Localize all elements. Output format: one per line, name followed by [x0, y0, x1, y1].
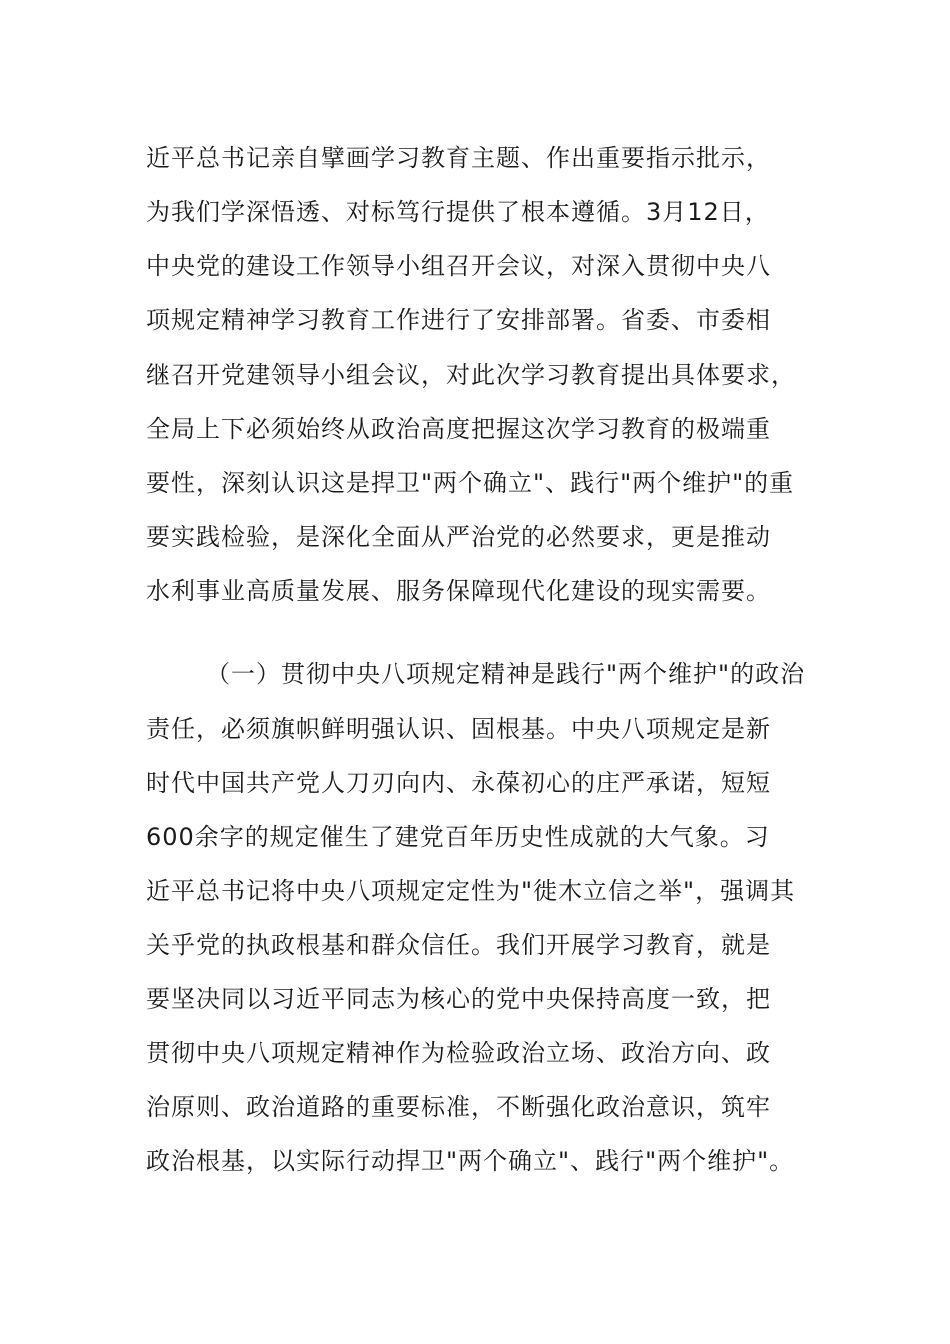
text-line-11: 责任，必须旗帜鲜明强认识、固根基。中央八项规定是新	[146, 715, 771, 743]
text-line-6: 全局上下必须始终从政治高度把握这次学习教育的极端重	[146, 415, 771, 443]
text-line-18: 治原则、政治道路的重要标准，不断强化政治意识，筑牢	[146, 1093, 771, 1121]
text-line-2: 为我们学深悟透、对标笃行提供了根本遵循。3月12日，	[146, 198, 770, 226]
text-line-15: 关乎党的执政根基和群众信任。我们开展学习教育，就是	[146, 931, 771, 959]
text-line-13: 600余字的规定催生了建党百年历史性成就的大气象。习	[146, 823, 770, 851]
text-line-14: 近平总书记将中央八项规定定性为"徙木立信之举"，强调其	[146, 877, 796, 905]
text-line-5: 继召开党建领导小组会议，对此次学习教育提出具体要求，	[146, 361, 796, 389]
text-line-1: 近平总书记亲自擘画学习教育主题、作出重要指示批示，	[146, 144, 771, 172]
text-line-17: 贯彻中央八项规定精神作为检验政治立场、政治方向、政	[146, 1039, 771, 1067]
paragraph-heading-line: （一）贯彻中央八项规定精神是践行"两个维护"的政治	[206, 660, 806, 688]
text-line-8: 要实践检验，是深化全面从严治党的必然要求，更是推动	[146, 523, 771, 551]
text-line-7: 要性，深刻认识这是捍卫"两个确立"、践行"两个维护"的重	[146, 469, 795, 497]
text-line-16: 要坚决同以习近平同志为核心的党中央保持高度一致，把	[146, 985, 771, 1013]
text-line-12: 时代中国共产党人刀刃向内、永葆初心的庄严承诺，短短	[146, 769, 771, 797]
text-line-19: 政治根基，以实际行动捍卫"两个确立"、践行"两个维护"。	[146, 1147, 795, 1175]
text-line-3: 中央党的建设工作领导小组召开会议，对深入贯彻中央八	[146, 252, 771, 280]
text-line-4: 项规定精神学习教育工作进行了安排部署。省委、市委相	[146, 306, 771, 334]
text-line-9: 水利事业高质量发展、服务保障现代化建设的现实需要。	[146, 577, 771, 605]
